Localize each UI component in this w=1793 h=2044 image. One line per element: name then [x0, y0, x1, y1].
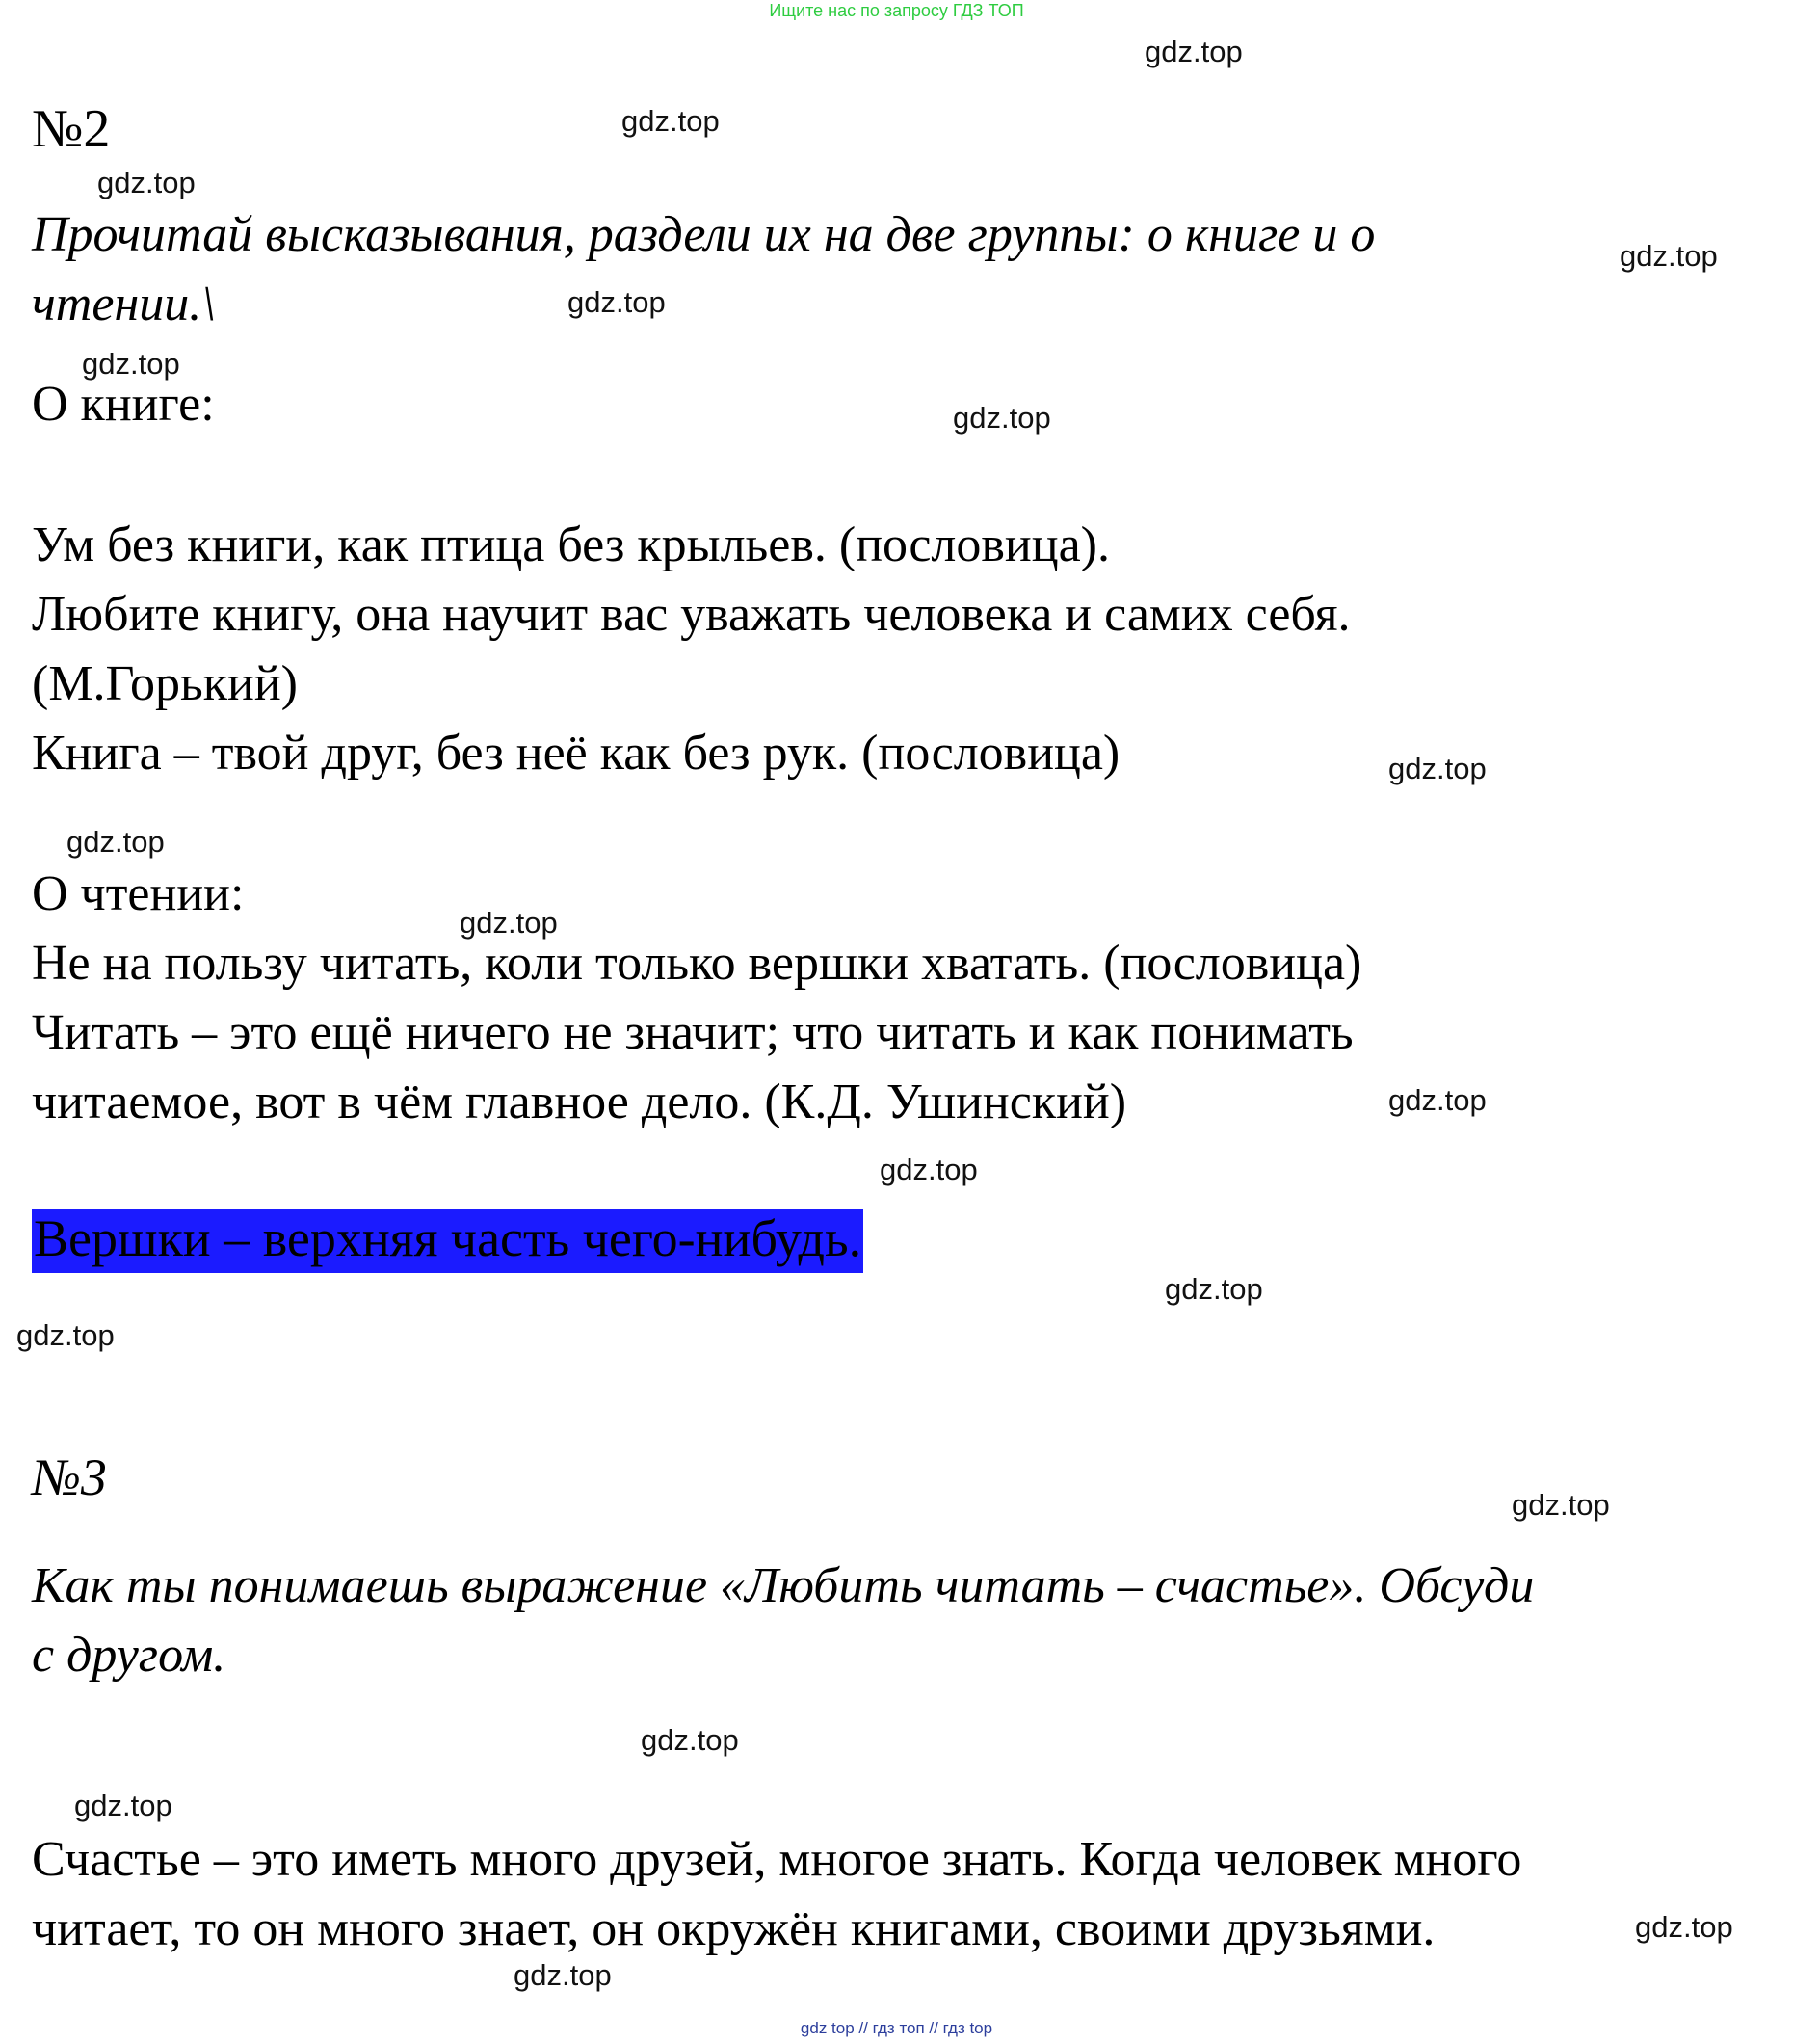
watermark: gdz.top: [641, 1723, 739, 1757]
reading-quote-1: Не на пользу читать, коли только вершки хватать. (пословица): [32, 936, 1362, 991]
book-quote-2-author: (М.Горький): [32, 656, 298, 711]
bottom-banner: gdz top // гдз топ // гдз top: [800, 2019, 993, 2037]
task2-instruction-line2: чтении.\: [32, 277, 216, 332]
watermark: gdz.top: [621, 104, 720, 138]
watermark: gdz.top: [514, 1958, 612, 1992]
watermark: gdz.top: [1388, 1083, 1487, 1117]
watermark: gdz.top: [953, 401, 1051, 435]
watermark: gdz.top: [74, 1789, 172, 1822]
reading-heading: О чтении:: [32, 866, 245, 921]
definition-box: [32, 1208, 863, 1268]
watermark: gdz.top: [82, 347, 180, 381]
watermark: gdz.top: [97, 166, 196, 199]
task2-number: №2: [32, 99, 111, 159]
watermark: gdz.top: [567, 285, 666, 319]
book-quote-3: Книга – твой друг, без неё как без рук. (пословица): [32, 726, 1121, 781]
reading-quote-2-line2: читаемое, вот в чём главное дело. (К.Д. Ушинский): [32, 1075, 1127, 1129]
reading-quote-2-line1: Читать – это ещё ничего не значит; что читать и как понимать: [32, 1005, 1354, 1060]
watermark: gdz.top: [460, 906, 558, 940]
watermark: gdz.top: [880, 1153, 978, 1186]
task3-instruction-line1: Как ты понимаешь выражение «Любить читать – счастье». Обсуди: [32, 1558, 1535, 1613]
task3-answer-line2: читает, то он много знает, он окружён книгами, своими друзьями.: [32, 1901, 1436, 1956]
watermark: gdz.top: [1620, 239, 1718, 273]
book-quote-2: Любите книгу, она научит вас уважать человека и самих себя.: [32, 587, 1351, 642]
top-banner: Ищите нас по запросу ГДЗ ТОП: [769, 1, 1024, 20]
watermark: gdz.top: [1388, 752, 1487, 785]
watermark: gdz.top: [16, 1318, 115, 1352]
book-heading: О книге:: [32, 377, 215, 432]
task3-instruction-line2: с другом.: [32, 1628, 226, 1683]
task3-answer-line1: Счастье – это иметь много друзей, многое знать. Когда человек много: [32, 1832, 1522, 1887]
watermark: gdz.top: [1512, 1488, 1610, 1522]
watermark: gdz.top: [1145, 35, 1243, 68]
task2-instruction-line1: Прочитай высказывания, раздели их на две группы: о книге и о: [32, 207, 1376, 262]
watermark: gdz.top: [1165, 1272, 1263, 1306]
watermark: gdz.top: [1635, 1910, 1733, 1944]
book-quote-1: Ум без книги, как птица без крыльев. (пословица).: [32, 518, 1110, 572]
watermark: gdz.top: [66, 825, 165, 859]
task3-number: №3: [32, 1448, 107, 1506]
definition-text: Вершки – верхняя часть чего-нибудь.: [32, 1209, 863, 1273]
